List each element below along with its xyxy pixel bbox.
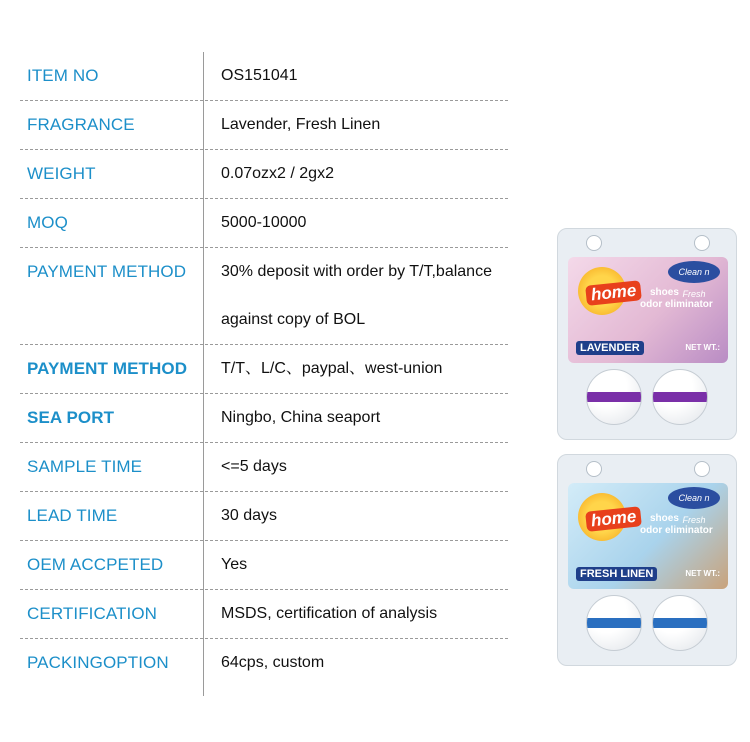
product-line-2: odor eliminator xyxy=(640,525,713,536)
product-label-panel xyxy=(568,257,728,363)
spec-row-payment-method-2 xyxy=(20,345,508,394)
net-weight-label: NET WT.: xyxy=(685,569,720,578)
ball-band xyxy=(587,618,641,628)
product-image-lavender xyxy=(557,228,737,440)
brand-logo: home xyxy=(585,280,642,306)
spec-label: SEA PORT xyxy=(27,408,115,427)
spec-row-moq xyxy=(20,199,508,248)
blister-card xyxy=(557,454,737,666)
hanger-hole xyxy=(694,235,710,251)
spec-value: 30 days xyxy=(221,507,278,524)
deodorizer-ball xyxy=(652,369,708,425)
spec-value: Yes xyxy=(221,556,248,573)
spec-value: OS151041 xyxy=(221,67,298,84)
spec-row-packing xyxy=(20,639,508,687)
spec-value: <=5 days xyxy=(221,458,287,475)
spec-row-lead-time xyxy=(20,492,508,541)
product-line-1: shoes xyxy=(650,287,679,298)
spec-label: PAYMENT METHOD xyxy=(27,262,187,281)
spec-value: 64cps, custom xyxy=(221,654,325,671)
hanger-hole xyxy=(586,235,602,251)
variant-label: FRESH LINEN xyxy=(576,567,657,581)
deodorizer-ball xyxy=(586,369,642,425)
spec-value: T/T、L/C、paypal、west-union xyxy=(221,360,443,377)
ball-band xyxy=(587,392,641,402)
spec-label: OEM ACCPETED xyxy=(27,555,164,574)
spec-label: ITEM NO xyxy=(27,66,99,85)
hanger-hole xyxy=(694,461,710,477)
spec-label: LEAD TIME xyxy=(27,506,118,525)
hanger-hole xyxy=(586,461,602,477)
product-label-panel xyxy=(568,483,728,589)
spec-value-line-1: 30% deposit with order by T/T,balance xyxy=(221,263,492,280)
product-line-2: odor eliminator xyxy=(640,299,713,310)
badge-logo: Clean n Fresh xyxy=(668,487,720,509)
ball-band xyxy=(653,392,707,402)
spec-label: PACKINGOPTION xyxy=(27,653,169,672)
spec-label: SAMPLE TIME xyxy=(27,457,143,476)
spec-value-line-2: against copy of BOL xyxy=(221,311,366,328)
brand-logo: home xyxy=(585,506,642,532)
spec-label: WEIGHT xyxy=(27,164,96,183)
net-weight-label: NET WT.: xyxy=(685,343,720,352)
spec-value: MSDS, certification of analysis xyxy=(221,605,438,622)
spec-label: CERTIFICATION xyxy=(27,604,158,623)
spec-value xyxy=(221,248,492,344)
spec-value: 0.07ozx2 / 2gx2 xyxy=(221,165,334,182)
spec-value: Lavender, Fresh Linen xyxy=(221,116,381,133)
spec-row-item-no xyxy=(20,52,508,101)
deodorizer-ball xyxy=(586,595,642,651)
spec-row-sample-time xyxy=(20,443,508,492)
spec-value: 5000-10000 xyxy=(221,214,307,231)
spec-value: Ningbo, China seaport xyxy=(221,409,381,426)
spec-row-weight xyxy=(20,150,508,199)
variant-label: LAVENDER xyxy=(576,341,644,355)
product-line-1: shoes xyxy=(650,513,679,524)
spec-row-certification xyxy=(20,590,508,639)
spec-label: FRAGRANCE xyxy=(27,115,135,134)
ball-band xyxy=(653,618,707,628)
spec-row-payment-method xyxy=(20,248,508,345)
deodorizer-ball xyxy=(652,595,708,651)
spec-row-oem xyxy=(20,541,508,590)
spec-label: MOQ xyxy=(27,213,68,232)
spec-row-sea-port xyxy=(20,394,508,443)
product-image-fresh-linen xyxy=(557,454,737,666)
badge-logo: Clean n Fresh xyxy=(668,261,720,283)
spec-row-fragrance xyxy=(20,101,508,150)
spec-label: PAYMENT METHOD xyxy=(27,359,188,378)
spec-table xyxy=(20,52,508,687)
blister-card xyxy=(557,228,737,440)
